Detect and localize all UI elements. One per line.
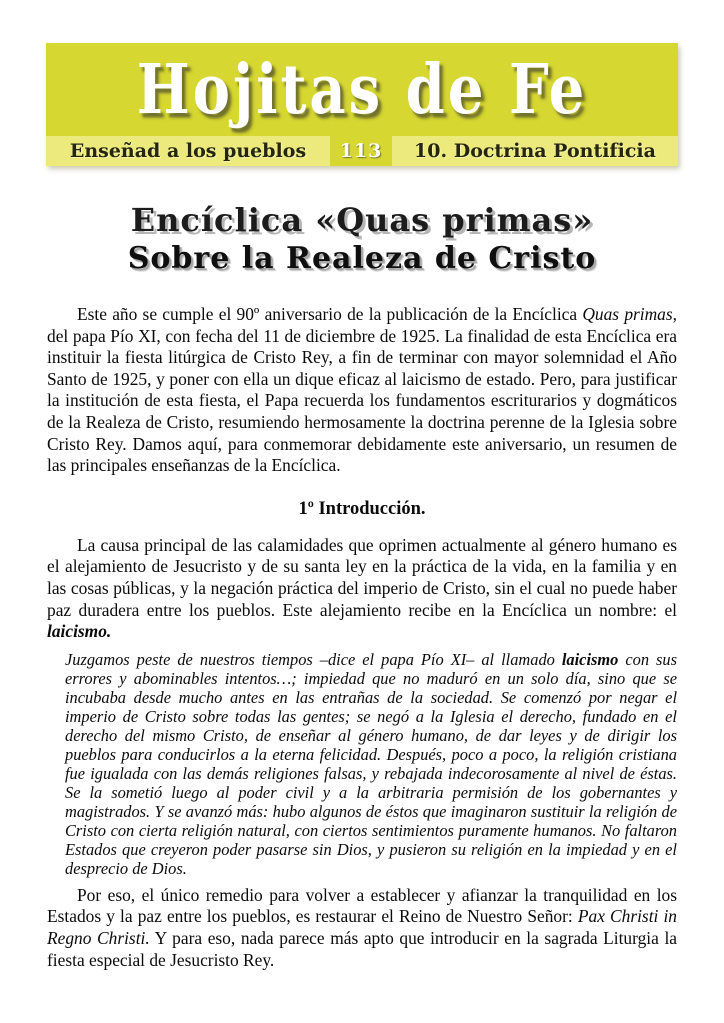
paragraph-intro-anniversary: Este año se cumple el 90º aniversario de la publicación de la Encíclica Quas primas, del papa Pío XI, con fecha del 11 de diciembre de 1925. La finalidad de esta Encíclica era instituir la fiesta litúrgica de Cristo Rey, a fin de terminar con mayor solemnidad el Año Santo de 1925, y poner con ella un dique eficaz al laicismo de estado. Pero, para justificar la institución de esta fiesta, el Papa recuerda los fundamentos escriturarios y dogmáticos de la Realeza de Cristo, resumiendo hermosamente la doctrina perenne de la Iglesia sobre Cristo Rey. Damos aquí, para conmemorar debidamente este aniversario, un resumen de las principales enseñanzas de la Encíclica. xyxy=(47,304,677,476)
issue-number-badge: 113 xyxy=(339,140,383,162)
article-title-line1: Encíclica «Quas primas» xyxy=(130,201,594,239)
article-title xyxy=(0,200,724,278)
blockquote-pio-xi: Juzgamos peste de nuestros tiempos –dice el papa Pío XI– al llamado laicismo con sus errores y abominables intentos…; impiedad que no maduró en un solo día, sino que se incubaba desde mucho antes en las entrañas de la sociedad. Se comenzó por negar el imperio de Cristo sobre todas las gentes; se negó a la Iglesia el derecho, fundado en el derecho del mismo Cristo, de enseñar al género humano, de dar leyes y de dirigir los pueblos para conducirlos a la eterna felicidad. Después, poco a poco, la religión cristiana fue igualada con las demás religiones falsas, y rebajada indecorosamente al nivel de éstas. Se la sometió luego al poder civil y a la arbitraria permisión de los gobernantes y magistrados. Y se avanzó más: hubo algunos de éstos que imaginaron sustituir la religión de Cristo con cierta religión natural, con ciertos sentimientos puramente humanos. No faltaron Estados que creyeron poder pasarse sin Dios, y pusieron su religión en la impiedad y en el desprecio de Dios. xyxy=(65,649,677,878)
paragraph-causa-principal: La causa principal de las calamidades que oprimen actualmente al género humano es el alejamiento de Jesucristo y de su santa ley en la práctica de la vida, en la familia y en las cosas públicas, y la negación práctica del imperio de Cristo, sin el cual no puede haber paz duradera entre los pueblos. Este alejamiento recibe en la Encíclica un nombre: el laicismo. xyxy=(47,534,677,642)
publication-title: Hojitas de Fe xyxy=(136,49,588,130)
section-heading-introduccion: 1º Introducción. xyxy=(298,498,426,519)
masthead-title-area xyxy=(46,43,678,136)
article-body xyxy=(47,304,677,971)
article-title-line2: Sobre la Realeza de Cristo xyxy=(127,241,597,276)
masthead-strip xyxy=(46,136,678,166)
paragraph-remedio: Por eso, el único remedio para volver a establecer y afianzar la tranquilidad en los Estados y la paz entre los pueblos, es restaurar el Reino de Nuestro Señor: Pax Christi in Regno Christi. Y para eso, nada parece más apto que introducir en la sagrada Liturgia la fiesta especial de Jesucristo Rey. xyxy=(47,884,677,970)
masthead-banner xyxy=(46,43,678,166)
series-label: 10. Doctrina Pontificia xyxy=(392,136,678,166)
tagline: Enseñad a los pueblos xyxy=(46,136,330,166)
